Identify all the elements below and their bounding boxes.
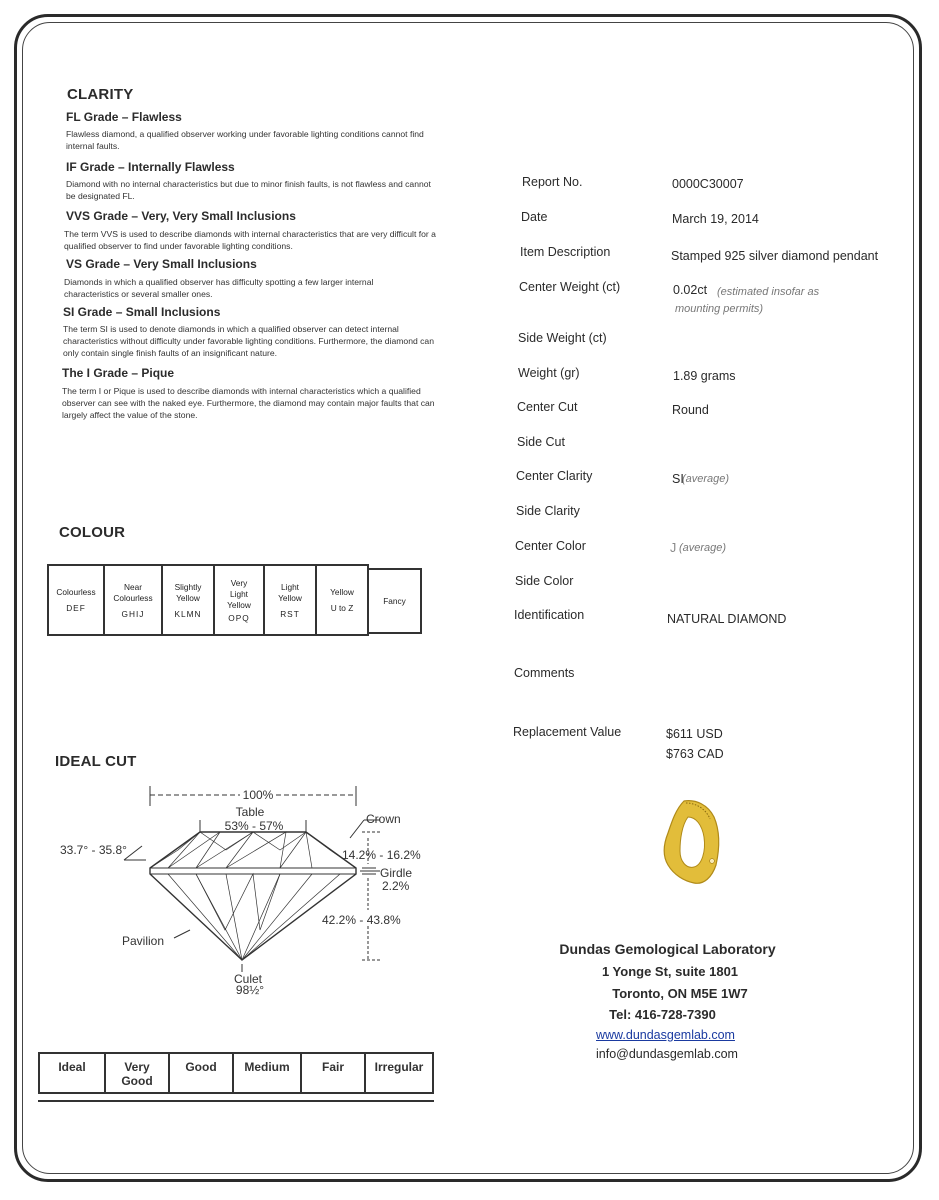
- cut-grade-box: Medium: [232, 1052, 302, 1094]
- crown-label: Crown: [366, 812, 401, 826]
- colour-cell: [263, 564, 317, 636]
- table-label: Table: [235, 805, 265, 819]
- clarity-grade-title: The I Grade – Pique: [62, 366, 175, 380]
- report-field-label: Item Description: [520, 245, 611, 259]
- clarity-grade-desc: Diamond with no internal characteristics but due to minor finish faults, is not flawless and cannot be designated FL.: [66, 179, 431, 201]
- colour-codes: DEF: [66, 603, 86, 613]
- clarity-grade-title: FL Grade – Flawless: [66, 110, 182, 124]
- colour-codes: KLMN: [174, 608, 202, 619]
- report-field-value: J: [670, 541, 677, 555]
- clarity-grade-desc: The term SI is used to denote diamonds in which a qualified observer can detect internal characteristics without difficulty under favorable lighting conditions. Furthermore, the diamond can only contain single finish faults of an insignificant nature.: [63, 324, 434, 358]
- report-field-label: Side Color: [515, 574, 574, 588]
- colour-cell: [367, 568, 422, 634]
- report-field-value: 0.02ct: [673, 283, 708, 297]
- colour-codes: U to Z: [330, 603, 354, 613]
- crown-pointer: [350, 820, 364, 838]
- report-field-value: Stamped 925 silver diamond pendant: [671, 249, 879, 263]
- colour-cell: [213, 564, 265, 636]
- clarity-grade-desc: Diamonds in which a qualified observer has difficulty spotting a few larger internal characteristics or several smaller ones.: [64, 277, 374, 299]
- report-field-note: (average): [679, 542, 727, 554]
- colour-name: Very Light Yellow: [227, 577, 251, 610]
- report-field-value: March 19, 2014: [672, 212, 759, 226]
- cut-grade-box: Good: [168, 1052, 234, 1094]
- report-field-label: Center Color: [515, 539, 586, 553]
- clarity-grade-title: VVS Grade – Very, Very Small Inclusions: [66, 209, 296, 223]
- colour-name: Light Yellow: [278, 581, 302, 603]
- cut-grade-box: Ideal: [38, 1052, 106, 1094]
- report-field-note: (estimated insofar as mounting permits): [675, 286, 820, 315]
- crown-height: 14.2% - 16.2%: [342, 848, 421, 862]
- colour-cell: [161, 564, 215, 636]
- pavilion-depth: 42.2% - 43.8%: [322, 913, 401, 927]
- colour-codes: GHIJ: [121, 608, 145, 619]
- colour-codes: RST: [280, 608, 300, 619]
- pendant-photo: [650, 795, 730, 890]
- lab-phone: Tel: 416-728-7390: [609, 1007, 716, 1022]
- colour-name: Fancy: [383, 595, 406, 606]
- report-field-note: (average): [682, 473, 730, 485]
- lab-website-link[interactable]: www.dundasgemlab.com: [596, 1028, 735, 1042]
- clarity-grade-desc: The term I or Pique is used to describe diamonds with internal characteristics which a qualified observer can see with the naked eye. Furthermore, the diamond may contain major faults that can largely affect the value of the stone.: [62, 386, 435, 420]
- colour-name: Colourless: [56, 587, 96, 597]
- diamond-outline: [150, 832, 356, 960]
- ideal-cut-heading: IDEAL CUT: [55, 753, 137, 770]
- lab-name: Dundas Gemological Laboratory: [559, 941, 776, 957]
- crown-angle: 33.7° - 35.8°: [60, 843, 127, 857]
- pavilion-facets: [168, 874, 242, 960]
- lab-email[interactable]: info@dundasgemlab.com: [596, 1047, 738, 1061]
- girdle-pct: 2.2%: [382, 879, 410, 893]
- report-field-label: Replacement Value: [513, 725, 622, 739]
- colour-name: Slightly Yellow: [174, 581, 202, 603]
- report-field-value-cad: $763 CAD: [666, 747, 724, 761]
- report-field-value: Round: [672, 403, 709, 417]
- lab-address-line2: Toronto, ON M5E 1W7: [612, 986, 748, 1001]
- report-field-label: Side Weight (ct): [518, 331, 607, 345]
- pavilion-facets: [226, 874, 280, 960]
- report-field-label: Center Clarity: [516, 469, 593, 483]
- report-field-label: Comments: [514, 666, 575, 680]
- report-field-label: Center Cut: [517, 400, 578, 414]
- report-field-value: 1.89 grams: [673, 369, 736, 383]
- clarity-grade-desc: Flawless diamond, a qualified observer working under favorable lighting conditions cannot find internal faults.: [66, 129, 424, 151]
- report-field-label: Identification: [514, 608, 585, 622]
- clarity-grade-title: SI Grade – Small Inclusions: [63, 305, 221, 319]
- report-field-label: Center Weight (ct): [519, 280, 621, 294]
- pendant-diamond: [710, 859, 715, 864]
- report-field-label: Date: [521, 210, 548, 224]
- report-field-label: Weight (gr): [518, 366, 580, 380]
- pavilion-pointer: [174, 930, 190, 938]
- clarity-grade-desc: The term VVS is used to describe diamonds with internal characteristics that are very difficult for a qualified observer to find under favorable lighting conditions.: [64, 229, 436, 251]
- colour-codes: OPQ: [228, 612, 250, 623]
- report-field-value: 0000C30007: [672, 177, 744, 191]
- girdle-label: Girdle: [380, 866, 413, 880]
- diamond-cut-diagram: [50, 780, 440, 995]
- table-range: 53% - 57%: [224, 819, 284, 833]
- clarity-grade-title: VS Grade – Very Small Inclusions: [66, 257, 257, 271]
- colour-name: Near Colourless: [113, 581, 153, 603]
- report-field-value: $611 USD: [666, 727, 723, 741]
- report-field-label: Side Clarity: [516, 504, 580, 518]
- cut-grade-box: Fair: [300, 1052, 366, 1094]
- report-field-label: Report No.: [522, 175, 583, 189]
- pavilion-label: Pavilion: [122, 934, 165, 948]
- report-field-value: NATURAL DIAMOND: [667, 612, 787, 626]
- clarity-heading: CLARITY: [67, 86, 134, 103]
- colour-scale-table: [47, 564, 442, 636]
- culet-label: Culet: [233, 972, 263, 986]
- report-field-label: Side Cut: [517, 435, 565, 449]
- report-field-value: SI: [672, 472, 684, 486]
- culet-pct: 98½°: [235, 983, 265, 995]
- colour-cell: [103, 564, 163, 636]
- cut-grade-box: Very Good: [104, 1052, 170, 1094]
- clarity-grade-title: IF Grade – Internally Flawless: [66, 160, 235, 174]
- colour-heading: COLOUR: [59, 524, 126, 541]
- cut-grade-box: Irregular: [364, 1052, 434, 1094]
- colour-cell: [315, 564, 369, 636]
- colour-name: Yellow: [330, 587, 354, 597]
- lab-address-line1: 1 Yonge St, suite 1801: [601, 964, 739, 979]
- crown-facets: [168, 832, 312, 868]
- colour-cell: [47, 564, 105, 636]
- width-label: 100%: [242, 788, 274, 802]
